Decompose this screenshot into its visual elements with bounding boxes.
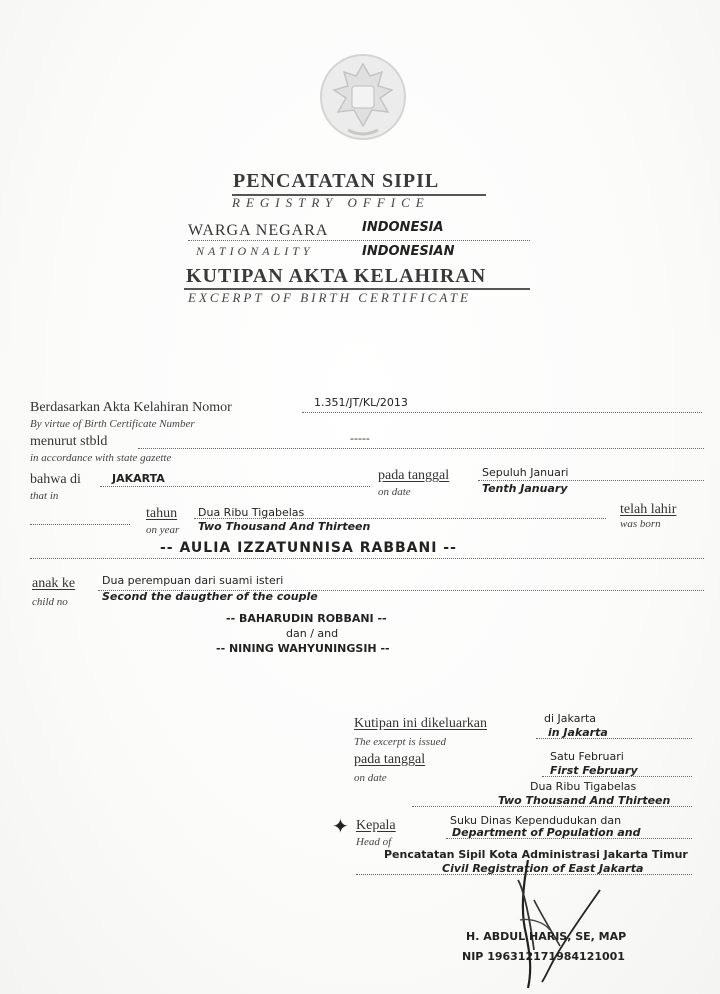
cert-number-label-en: By virtue of Birth Certificate Number [30, 418, 195, 430]
issued-place-en: in Jakarta [548, 726, 608, 739]
stbld-label-en: in accordance with state gazette [30, 452, 172, 464]
issued-year: Dua Ribu Tigabelas [530, 780, 637, 793]
issued-date-label-en: on date [354, 772, 387, 784]
place-label-en: that in [30, 490, 59, 502]
nationality-label-en: NATIONALITY [196, 244, 314, 258]
child-no-value: Dua perempuan dari suami isteri [102, 574, 284, 587]
document-title: KUTIPAN AKTA KELAHIRAN [186, 265, 487, 287]
place-label: bahwa di [30, 472, 81, 487]
year-label: tahun [146, 506, 178, 521]
date-value: Sepuluh Januari [482, 466, 569, 479]
nationality-label: WARGA NEGARA [188, 222, 329, 239]
child-name: -- AULIA IZZATUNNISA RABBANI -- [160, 540, 457, 556]
office-city-en: Civil Registration of East Jakarta [442, 862, 644, 875]
child-no-label-en: child no [32, 596, 68, 608]
issued-label-en: The excerpt is issued [354, 736, 446, 748]
born-label: telah lahir [620, 502, 677, 517]
year-label-en: on year [146, 524, 180, 536]
issued-date-label: pada tanggal [354, 752, 426, 767]
office-title: PENCATATAN SIPIL [233, 170, 440, 192]
office-city: Pencatatan Sipil Kota Administrasi Jakarta Timur [384, 848, 688, 861]
signature-icon [490, 860, 620, 990]
father-name: -- BAHARUDIN ROBBANI -- [226, 612, 387, 625]
dept: Suku Dinas Kependudukan dan [450, 814, 622, 827]
document-title-en: EXCERPT OF BIRTH CERTIFICATE [188, 290, 471, 305]
garuda-emblem-icon [308, 42, 418, 152]
office-title-en: REGISTRY OFFICE [232, 195, 430, 210]
official-name: H. ABDUL HARIS, SE, MAP [466, 930, 627, 943]
place-value: JAKARTA [112, 472, 165, 485]
issued-year-en: Two Thousand And Thirteen [498, 794, 671, 807]
cert-number-label: Berdasarkan Akta Kelahiran Nomor [30, 400, 232, 415]
head-label-en: Head of [356, 836, 392, 848]
issued-date-en: First February [550, 764, 638, 777]
issued-label: Kutipan ini dikeluarkan [354, 716, 487, 731]
stbld-value: ----- [350, 432, 370, 445]
official-nip: NIP 196312171984121001 [462, 950, 625, 963]
cert-number: 1.351/JT/KL/2013 [314, 396, 408, 409]
child-no-value-en: Second the daugther of the couple [102, 590, 318, 603]
issued-date: Satu Februari [550, 750, 624, 763]
head-label: Kepala [356, 818, 396, 833]
pen-mark-icon: ✦ [332, 814, 349, 838]
stbld-label: menurut stbld [30, 434, 108, 449]
year-value: Dua Ribu Tigabelas [198, 506, 305, 519]
conjunction: dan / and [286, 627, 339, 640]
mother-name: -- NINING WAHYUNINGSIH -- [216, 642, 390, 655]
date-label-en: on date [378, 486, 411, 498]
date-label: pada tanggal [378, 468, 450, 483]
issued-place: di Jakarta [544, 712, 597, 725]
date-value-en: Tenth January [482, 482, 568, 495]
born-label-en: was born [620, 518, 661, 530]
year-value-en: Two Thousand And Thirteen [198, 520, 371, 533]
dept-en: Department of Population and [452, 826, 641, 839]
nationality-value: INDONESIA [362, 220, 444, 235]
nationality-value-en: INDONESIAN [362, 244, 455, 259]
child-no-label: anak ke [32, 576, 76, 591]
